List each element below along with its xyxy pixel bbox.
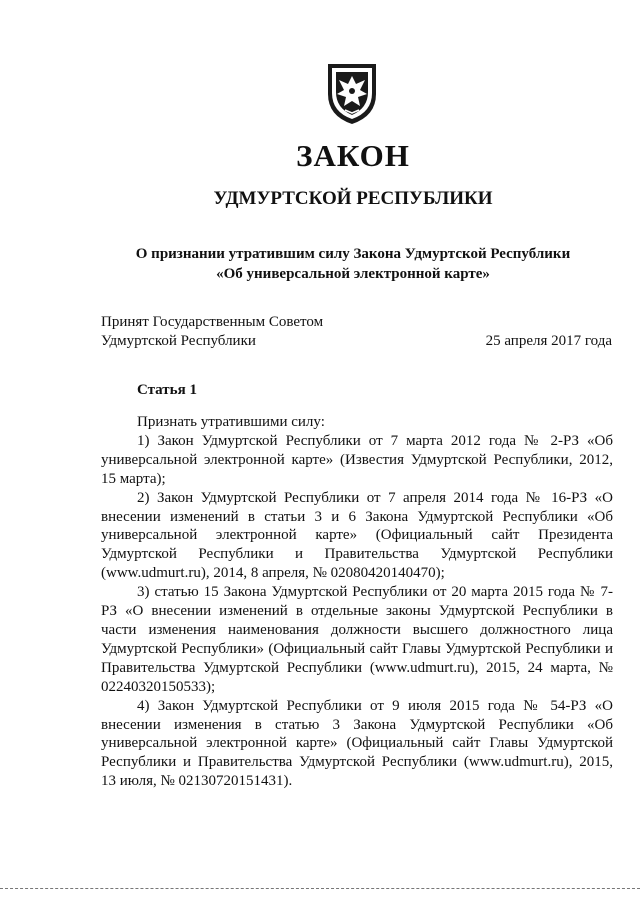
article-item: 3) статью 15 Закона Удмуртской Республики от 20 марта 2015 года № 7-РЗ «О внесении изменений в отдельные законы Удмуртской Республики в части изменения наименования должности высшего должностного лица Удмуртской Республики» (Официальный сайт Главы Удмуртской Республики и Правительства Удмуртской Республики (www.udmurt.ru), 2015, 24 марта, № 02240320150533); — [101, 584, 613, 695]
article-item: 1) Закон Удмуртской Республики от 7 марта 2012 года № 2-РЗ «Об универсальной электронной карте» (Известия Удмуртской Республики, 2012, 15 марта); — [101, 432, 613, 487]
article-item: 2) Закон Удмуртской Республики от 7 апреля 2014 года № 16-РЗ «О внесении изменений в статьи 3 и 6 Закона Удмуртской Республики «Об универсальной электронной карте» (Официальный сайт Президента Удмуртской Республики и Правительства Удмуртской Республики (www.udmurt.ru), 2014, 8 апреля, № 02080420140470); — [101, 489, 613, 582]
document-subtitle: УДМУРТСКОЙ РЕСПУБЛИКИ — [213, 188, 493, 209]
law-subject-line: О признании утратившим силу Закона Удмуртской Республики — [135, 246, 571, 262]
article-item: 4) Закон Удмуртской Республики от 9 июля 2015 года № 54-РЗ «О внесении изменения в статью 3 Закона Удмуртской Республики «Об универсальной электронной карте» (Официальный сайт Главы Удмуртской Республики и Правительства Удмуртской Республики (www.udmurt.ru), 2015, 13 июля, № 02130720151431). — [101, 697, 613, 790]
article-body — [101, 413, 613, 791]
coat-of-arms-icon — [325, 60, 379, 126]
adoption-line: Принят Государственным Советом — [101, 314, 324, 330]
document-title: ЗАКОН — [296, 138, 410, 173]
law-subject-line: «Об универсальной электронной карте» — [216, 266, 490, 282]
adoption-date: 25 апреля 2017 года — [485, 333, 612, 349]
page-bottom-rule — [0, 888, 640, 889]
adoption-authority — [101, 313, 323, 351]
law-subject — [0, 244, 640, 284]
adoption-line: Удмуртской Республики — [101, 333, 256, 349]
article-intro: Признать утратившими силу: — [137, 414, 325, 430]
article-heading: Статья 1 — [137, 382, 197, 398]
